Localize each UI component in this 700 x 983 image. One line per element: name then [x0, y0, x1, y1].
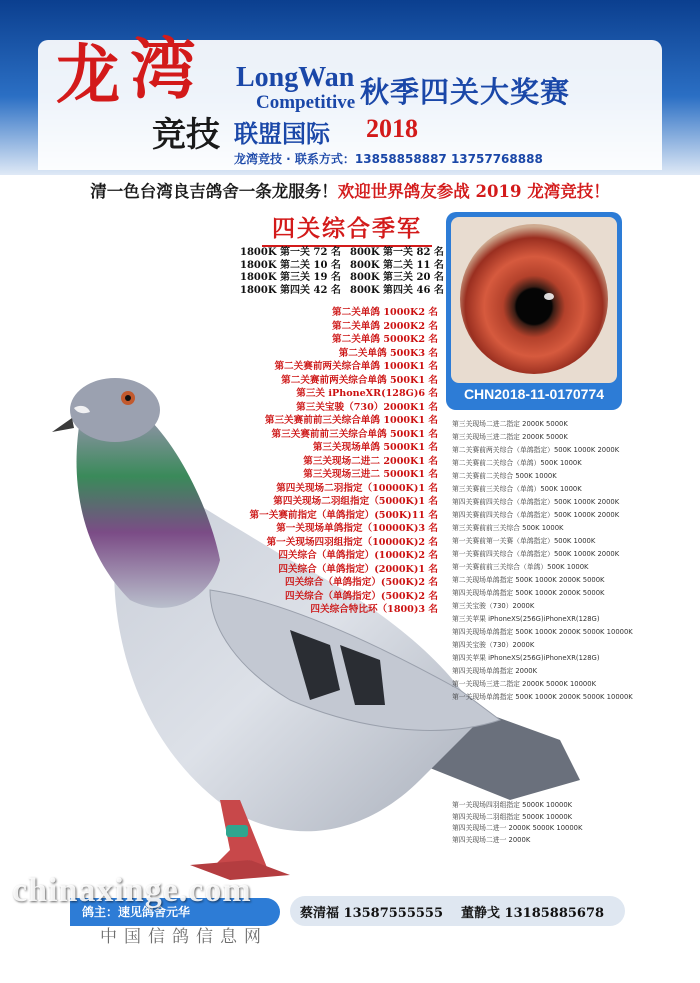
alliance-label: 联盟国际 — [234, 119, 330, 148]
header-banner — [0, 0, 700, 175]
ranking-1800k: 1800K 第四关 42 名 — [240, 284, 341, 296]
details-bottom-list — [452, 800, 582, 846]
detail-item: 第二关赛前二关综合（单鸽）500K 1000K — [452, 459, 582, 467]
ranking-row — [240, 272, 460, 285]
english-title: LongWan — [236, 62, 355, 93]
ranking-800k: 800K 第二关 11 名 — [350, 259, 444, 271]
prize-item: 第三关赛前前三关综合单鸽 1000K1 名 — [264, 415, 438, 426]
prize-item: 第三关 iPhoneXR(128G)6 名 — [296, 388, 438, 399]
prize-item: 第二关单鸽 1000K2 名 — [332, 307, 438, 318]
ranking-1800k: 1800K 第一关 72 名 — [240, 247, 341, 258]
prize-item: 第一关现场四羽组指定（10000K)2 名 — [266, 536, 438, 548]
prize-item: 四关综合（单鸽指定）(500K)2 名 — [285, 577, 438, 588]
prizes-list — [250, 306, 438, 617]
ranking-1800k: 1800K 第三关 19 名 — [240, 272, 341, 284]
detail-item: 第一关赛前第一关赛（单鸽指定）500K 1000K — [452, 537, 596, 545]
details-list — [452, 418, 633, 704]
english-subtitle: Competitive — [256, 92, 356, 113]
prize-item: 第二关单鸽 2000K2 名 — [332, 320, 438, 332]
ranking-800k: 800K 第三关 20 名 — [350, 272, 444, 284]
detail-item: 第四关现场单鸽指定 500K 1000K 2000K 5000K 10000K — [452, 628, 633, 636]
detail-item: 第四关现场二进一 2000K 5000K 10000K — [452, 824, 583, 832]
logo-jingji: 竞技 — [152, 115, 220, 155]
detail-item: 第一关赛前四关综合（单鸽指定）500K 1000K 2000K — [452, 550, 620, 558]
prize-item: 第二关单鸽 500K3 名 — [338, 347, 438, 359]
contact-1: 蔡清福 13587555555 — [300, 906, 444, 921]
slogan-part1: 清一色台湾良吉鸽舍一条龙服务！ — [90, 182, 338, 201]
detail-item: 第二关赛前两关综合（单鸽指定）500K 1000K 2000K — [452, 446, 620, 454]
prize-item: 第二关单鸽 5000K2 名 — [332, 334, 438, 345]
prize-item: 四关综合（单鸽指定）(1000K)2 名 — [278, 550, 438, 561]
logo-char-wan: 湾 — [130, 30, 196, 108]
logo-char-long: 龙 — [56, 38, 120, 113]
ranking-800k: 800K 第四关 46 名 — [350, 284, 444, 296]
detail-item: 第一关现场单鸽指定 500K 1000K 2000K 5000K 10000K — [452, 693, 633, 701]
rankings-list — [240, 247, 460, 297]
detail-item: 第四关现场二羽组指定 5000K 10000K — [452, 812, 573, 821]
detail-item: 第三关现场二进二指定 2000K 5000K — [452, 420, 568, 428]
detail-item: 第三关赛前三关综合（单鸽）500K 1000K — [452, 485, 582, 493]
prize-item: 第三关现场二进二 2000K1 名 — [303, 455, 438, 467]
ring-number: CHN2018-11-0170774 — [463, 386, 605, 402]
race-title: 秋季四关大奖赛 — [360, 75, 571, 109]
prize-item: 四关综合特比环（1800)3 名 — [310, 604, 438, 615]
watermark-cn: 中国信鸽信息网 — [100, 927, 268, 947]
prize-item: 四关综合（单鸽指定）(2000K)1 名 — [278, 563, 438, 575]
prize-item: 第二关赛前两关综合单鸽 1000K1 名 — [274, 361, 438, 372]
eye-glint — [544, 293, 554, 300]
detail-item: 第四关赛前四关综合（单鸽指定）500K 1000K 2000K — [452, 498, 620, 506]
eye-photo-card — [446, 212, 622, 410]
ranking-row — [240, 260, 460, 273]
award-title: 四关综合季军 — [262, 210, 432, 247]
prize-item: 第三关现场单鸽 5000K1 名 — [312, 442, 438, 453]
detail-item: 第四关赛前四关综合（单鸽指定）500K 1000K 2000K — [452, 511, 620, 519]
owner-contacts — [300, 902, 622, 921]
ranking-row — [240, 285, 460, 298]
detail-item: 第四关现场单鸽指定 500K 1000K 2000K 5000K — [452, 589, 605, 597]
prize-item: 第三关现场三进二 5000K1 名 — [303, 469, 438, 480]
detail-item: 第四关现场二进一 2000K — [452, 835, 531, 844]
owner-label: 鸽主：速见鸽舍元华 — [82, 905, 191, 919]
detail-item: 第三关宝骏（730）2000K — [452, 602, 535, 610]
prize-item: 四关综合（单鸽指定）(500K)2 名 — [285, 590, 438, 602]
year-label: 2018 — [366, 114, 418, 143]
ranking-row — [240, 247, 460, 260]
detail-item: 第三关现场三进二指定 2000K 5000K — [452, 433, 568, 441]
detail-item: 第三关赛前前三关综合 500K 1000K — [452, 524, 564, 532]
prize-item: 第四关现场二羽组指定（5000K)1 名 — [273, 496, 438, 507]
ranking-800k: 800K 第一关 82 名 — [350, 247, 444, 258]
detail-item: 第二关现场单鸽指定 500K 1000K 2000K 5000K — [452, 576, 605, 584]
ranking-1800k: 1800K 第二关 10 名 — [240, 259, 341, 271]
slogan — [0, 178, 700, 202]
prize-item: 第一关现场单鸽指定（10000K)3 名 — [276, 523, 438, 534]
prize-item: 第二关赛前两关综合单鸽 500K1 名 — [281, 374, 438, 386]
eye-photo — [451, 217, 617, 383]
contact-phones: 13858858887 13757768888 — [354, 152, 543, 166]
header-contact — [234, 150, 543, 167]
watermark-domain: chinaxinge.com — [12, 872, 252, 909]
contact-2: 董静戈 13185885678 — [461, 906, 605, 921]
detail-item: 第一关现场四羽组指定 5000K 10000K — [452, 801, 573, 809]
prize-item: 第四关现场二羽指定（10000K)1 名 — [276, 482, 438, 494]
eye-iris — [460, 224, 608, 374]
detail-item: 第四关现场单鸽指定 2000K — [452, 667, 538, 675]
detail-item: 第四关宝骏（730）2000K — [452, 641, 535, 649]
prize-item: 第三关赛前前三关综合单鸽 500K1 名 — [271, 428, 438, 440]
detail-item: 第四关苹果 iPhoneXS(256G)iPhoneXR(128G) — [452, 654, 600, 662]
detail-item: 第三关苹果 iPhoneXS(256G)iPhoneXR(128G) — [452, 615, 600, 623]
detail-item: 第二关赛前二关综合 500K 1000K — [452, 472, 557, 480]
prize-item: 第一关赛前指定（单鸽指定）(500K)11 名 — [249, 509, 438, 521]
detail-item: 第一关现场三进二指定 2000K 5000K 10000K — [452, 680, 597, 688]
contact-label: 龙湾竞技 · 联系方式： — [234, 152, 355, 166]
prize-item: 第三关宝骏（730）2000K1 名 — [296, 401, 438, 413]
slogan-part2: 欢迎世界鸽友参战 2019 龙湾竞技！ — [337, 182, 610, 201]
detail-item: 第一关赛前前三关综合（单鸽）500K 1000K — [452, 563, 589, 571]
